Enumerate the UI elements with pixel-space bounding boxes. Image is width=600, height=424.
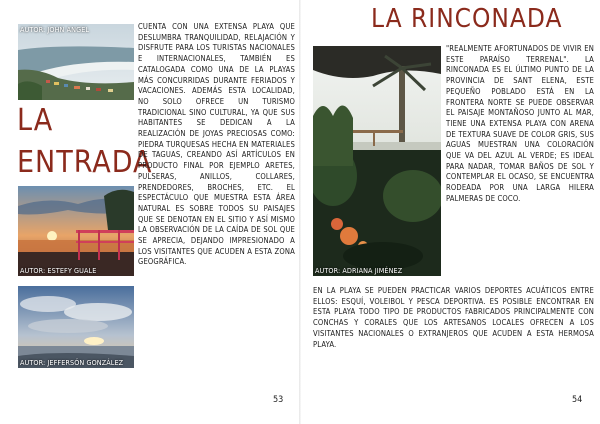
photo-credit: AUTOR: ADRIANA JIMÉNEZ xyxy=(315,266,403,275)
garden-palm-photo xyxy=(313,46,441,276)
article-body-text: CUENTA CON UNA EXTENSA PLAYA QUE DESLUMBRA TRANQUILIDAD, RELAJACIÓN Y DISFRUTE PARA LOS TURISTAS NACIONALES E INTERNACIONALES, TAMBIÉN ES CATALOGADA COMO UNA DE LA PLAYAS MÁS CONCURRIDAS DURANTE FERIADOS Y VACACIONES. ADEMÁS ESTA LOCALIDAD, NO SOLO OFRECE UN TURISMO TRADICIONAL SINO CULTURAL, YA QUE SUS HABITANTES SE DEDICAN A LA REALIZACIÓN DE JOYAS PRECIOSAS COMO: PIEDRA TURQUESAS HECHA EN MATERIALES DE TAGUAS, CREANDO ASÍ ARTÍCULOS EN PRODUCTO FINAL POR EJEMPLO ARETES, PULSERAS, ANILLOS, COLLARES, PRENDEDORES, BROCHES, ETC. EL ESPECTÁCULO QUE MUESTRA ESTA ÁREA NATURAL ES SOBRE TODOS SU PAISAJES QUE SE DENOTAN EN EL SITIO Y ASÍ MISMO LA OBSERVACIÓN DE LA CAÍDA DE SOL QUE SE APRECIA, DEJANDO IMPRESIONADO A LOS VISITANTES QUE ACUDEN A ESTA ZONA GEOGRÁFICA. xyxy=(138,22,295,267)
photo-credit: AUTOR: ESTEFY GUALE xyxy=(20,266,97,275)
right-page xyxy=(301,0,600,424)
article-body-text: EN LA PLAYA SE PUEDEN PRACTICAR VARIOS DEPORTES ACUÁTICOS ENTRE ELLOS: ESQUÍ, VOLEIBOL Y PESCA DEPORTIVA. ES POSIBLE ENCONTRAR EN ESTA PLAYA TODO TIPO DE PRODUCTOS FABRICADOS PRINCIPALMENTE CON CONCHAS Y CORALES QUE LOS ARTESANOS LOCALES OFRECEN A LOS VISITANTES NACIONALES O EXTRANJEROS QUE ACUDEN A ESTA HERMOSA PLAYA. xyxy=(313,286,594,349)
page-number: 53 xyxy=(273,395,284,405)
photo-credit: AUTOR: JOHN ANGEL xyxy=(20,25,90,34)
coastline-town-photo xyxy=(18,24,134,100)
sunset-balcony-photo xyxy=(18,186,134,276)
page-number: 54 xyxy=(572,395,583,405)
photo-credit: AUTOR: JEFFERSÓN GONZÁLEZ xyxy=(20,358,124,367)
page-title: LA RINCONADA xyxy=(371,4,563,34)
cloudy-sunset-photo xyxy=(18,286,134,368)
article-intro-text: "REALMENTE AFORTUNADOS DE VIVIR EN ESTE PARAÍSO TERRENAL". LA RINCONADA ES EL ÚLTIMO PUNTO DE LA PROVINCIA DE SANT ELENA, ESTE PEQUEÑO POBLADO ESTÁ EN LA FRONTERA NORTE SE PUEDE OBSERVAR EL PAISAJE MONTAÑOSO JUNTO AL MAR, TIENE UNA EXTENSA PLAYA CON ARENA DE TEXTURA SUAVE DE COLOR GRIS, SUS AGUAS MUESTRAN UNA COLORACIÓN QUE VA DEL AZUL AL VERDE; ES IDEAL PARA NADAR, TOMAR BAÑOS DE SOL Y CONTEMPLAR EL OCASO, SE ENCUENTRA RODEADA POR UNA LARGA HILERA PALMERAS DE COCO. xyxy=(446,44,594,203)
title-line-1: LA xyxy=(17,103,54,138)
title-line-2: ENTRADA xyxy=(17,145,153,180)
